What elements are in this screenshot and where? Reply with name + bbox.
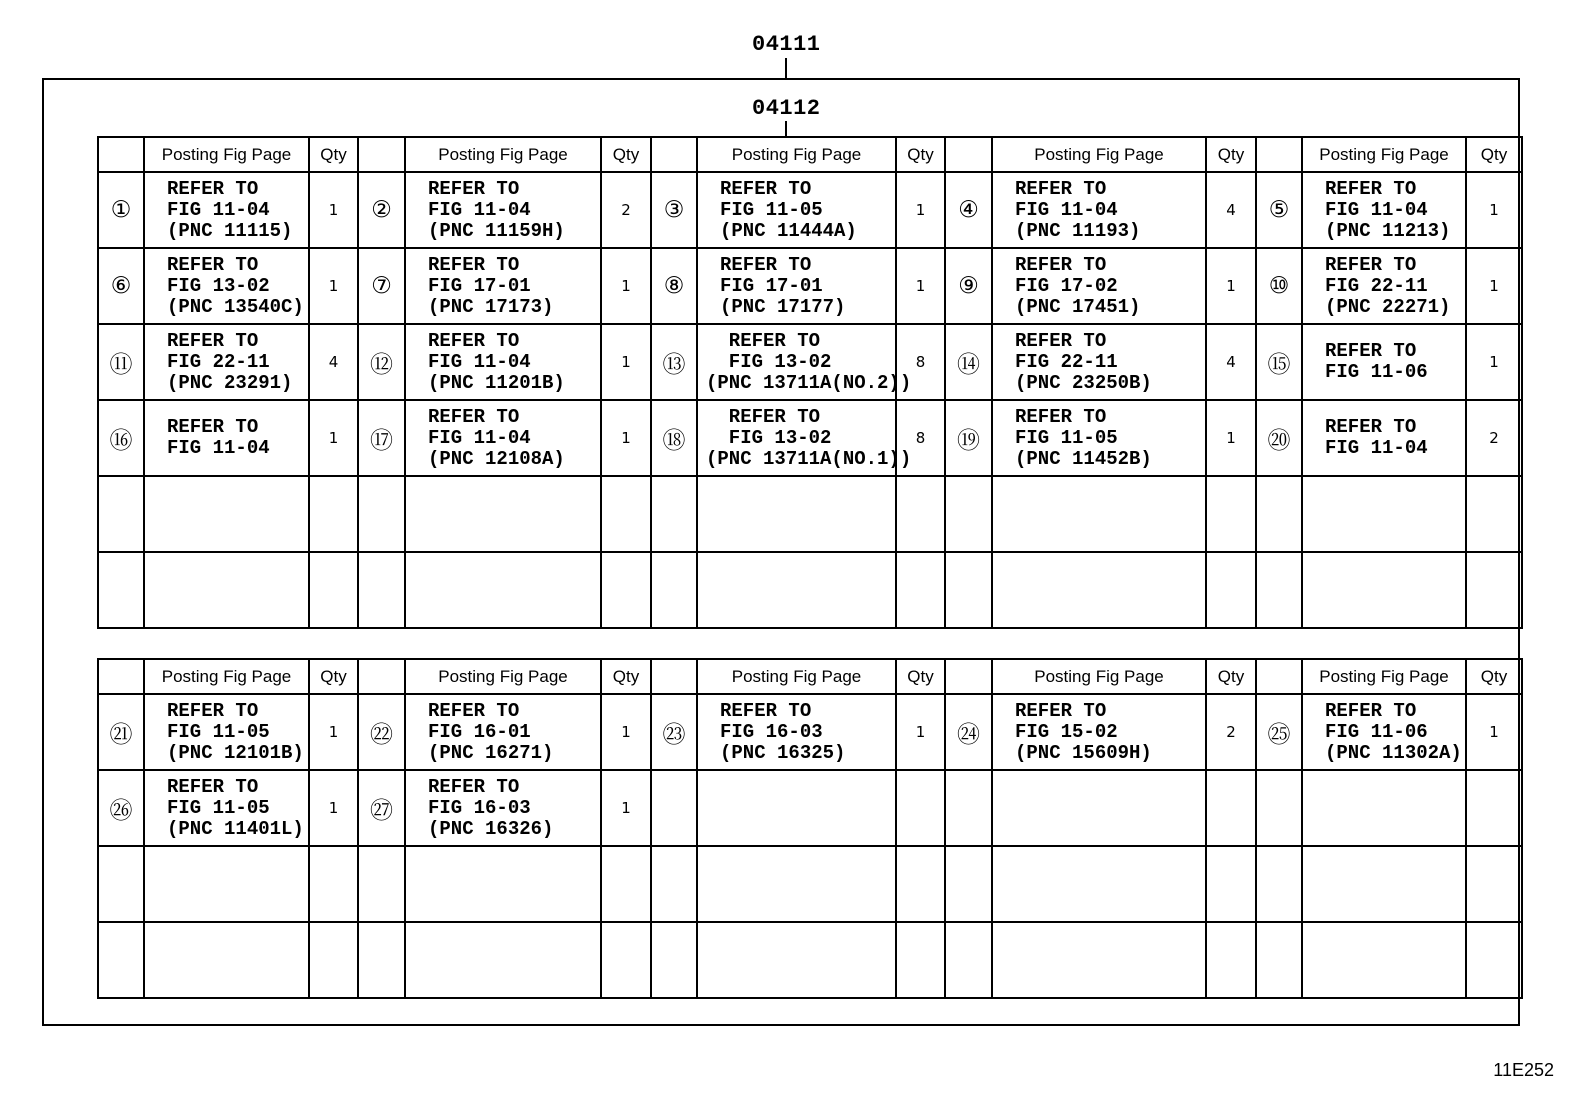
posting-reference — [1302, 172, 1466, 248]
quantity: 1 — [309, 172, 358, 248]
quantity: 1 — [1466, 172, 1522, 248]
quantity — [309, 476, 358, 552]
reference-line: REFER TO — [1015, 699, 1107, 722]
reference-line: REFER TO — [428, 405, 520, 428]
item-number: ㉗ — [358, 770, 405, 846]
quantity — [896, 922, 945, 998]
quantity — [896, 476, 945, 552]
quantity: 1 — [309, 248, 358, 324]
posting-reference — [405, 400, 601, 476]
quantity: 8 — [896, 324, 945, 400]
posting-reference — [144, 172, 309, 248]
reference-line: REFER TO — [1325, 416, 1417, 438]
posting-reference — [992, 172, 1206, 248]
table-row — [98, 248, 1522, 324]
reference-line: (PNC 17177) — [720, 295, 846, 318]
reference-line: FIG 16-03 — [428, 796, 531, 819]
posting-reference — [405, 248, 601, 324]
reference-line: REFER TO — [167, 775, 259, 798]
header-qty: Qty — [601, 137, 651, 172]
reference-line: FIG 11-04 — [1015, 198, 1118, 221]
header-posting-fig-page: Posting Fig Page — [992, 137, 1206, 172]
quantity — [1466, 846, 1522, 922]
item-number: ㉑ — [98, 694, 144, 770]
posting-reference — [992, 694, 1206, 770]
parts-table-upper — [97, 136, 1523, 629]
assembly-number-top: 04111 — [752, 32, 821, 57]
reference-line: FIG 22-11 — [1015, 350, 1118, 373]
illustration-id: 11E252 — [1493, 1060, 1554, 1080]
item-number: ② — [358, 172, 405, 248]
reference-line: FIG 11-05 — [167, 720, 270, 743]
table-row — [98, 172, 1522, 248]
reference-line: FIG 17-01 — [720, 274, 823, 297]
header-number-cell — [651, 137, 697, 172]
quantity: 1 — [601, 324, 651, 400]
quantity — [1206, 922, 1256, 998]
posting-reference — [1302, 846, 1466, 922]
table-row — [98, 846, 1522, 922]
item-number — [945, 552, 992, 628]
posting-reference — [1302, 694, 1466, 770]
item-number: ㉖ — [98, 770, 144, 846]
reference-line: (PNC 23291) — [167, 371, 293, 394]
reference-line: FIG 11-04 — [428, 350, 531, 373]
posting-reference — [144, 694, 309, 770]
parts-table-lower — [97, 658, 1523, 999]
reference-line: REFER TO — [167, 177, 259, 200]
reference-line: FIG 22-11 — [167, 350, 270, 373]
reference-line: FIG 11-05 — [720, 198, 823, 221]
header-posting-fig-page: Posting Fig Page — [405, 659, 601, 694]
quantity: 1 — [896, 248, 945, 324]
item-number — [945, 846, 992, 922]
reference-line: FIG 11-05 — [1015, 426, 1118, 449]
quantity — [1206, 476, 1256, 552]
reference-line: (PNC 12101B) — [167, 741, 304, 764]
leader-line-inner — [785, 121, 787, 136]
item-number — [1256, 846, 1302, 922]
reference-line: FIG 11-04 — [167, 198, 270, 221]
posting-reference — [697, 694, 896, 770]
table-row — [98, 922, 1522, 998]
quantity — [601, 476, 651, 552]
leader-line-top — [785, 58, 787, 78]
item-number — [358, 552, 405, 628]
header-posting-fig-page: Posting Fig Page — [697, 137, 896, 172]
reference-line: FIG 11-04 — [428, 198, 531, 221]
item-number: ⑱ — [651, 400, 697, 476]
item-number: ⑦ — [358, 248, 405, 324]
item-number — [945, 922, 992, 998]
quantity: 4 — [1206, 324, 1256, 400]
reference-line: (PNC 11302A) — [1325, 741, 1462, 764]
reference-line: (PNC 23250B) — [1015, 371, 1152, 394]
reference-line: REFER TO — [428, 775, 520, 798]
item-number: ④ — [945, 172, 992, 248]
header-qty: Qty — [1466, 137, 1522, 172]
quantity: 2 — [1206, 694, 1256, 770]
quantity — [309, 922, 358, 998]
reference-line: FIG 11-04 — [1325, 198, 1428, 221]
header-posting-fig-page: Posting Fig Page — [405, 137, 601, 172]
quantity — [309, 846, 358, 922]
header-qty: Qty — [896, 659, 945, 694]
item-number: ⑬ — [651, 324, 697, 400]
item-number — [358, 476, 405, 552]
reference-line: (PNC 11159H) — [428, 219, 565, 242]
reference-line: REFER TO — [167, 699, 259, 722]
quantity — [1466, 922, 1522, 998]
reference-line: (PNC 11115) — [167, 219, 293, 242]
quantity — [1206, 552, 1256, 628]
reference-line: REFER TO — [167, 253, 259, 276]
reference-line: (PNC 11452B) — [1015, 447, 1152, 470]
header-qty: Qty — [896, 137, 945, 172]
item-number: ⑫ — [358, 324, 405, 400]
item-number — [651, 770, 697, 846]
item-number: ① — [98, 172, 144, 248]
header-number-cell — [358, 659, 405, 694]
quantity: 2 — [1466, 400, 1522, 476]
header-number-cell — [651, 659, 697, 694]
reference-line: REFER TO — [1015, 329, 1107, 352]
item-number — [1256, 476, 1302, 552]
reference-line: FIG 11-06 — [1325, 361, 1428, 383]
quantity: 1 — [1206, 400, 1256, 476]
reference-line: (PNC 13540C) — [167, 295, 304, 318]
posting-reference — [405, 922, 601, 998]
item-number — [98, 922, 144, 998]
reference-line: (PNC 11193) — [1015, 219, 1141, 242]
reference-line: (PNC 13711A(NO.1)) — [706, 447, 912, 470]
posting-reference — [992, 770, 1206, 846]
item-number: ㉓ — [651, 694, 697, 770]
quantity — [309, 552, 358, 628]
item-number: ⑪ — [98, 324, 144, 400]
header-qty: Qty — [1206, 659, 1256, 694]
reference-line: REFER TO — [720, 699, 812, 722]
reference-line: FIG 17-01 — [428, 274, 531, 297]
table-row — [98, 324, 1522, 400]
reference-line: FIG 22-11 — [1325, 274, 1428, 297]
header-posting-fig-page: Posting Fig Page — [992, 659, 1206, 694]
header-row — [98, 137, 1522, 172]
item-number — [651, 922, 697, 998]
item-number: ⑭ — [945, 324, 992, 400]
reference-line: REFER TO — [1015, 177, 1107, 200]
posting-reference — [697, 552, 896, 628]
posting-reference — [697, 400, 912, 476]
posting-reference — [992, 476, 1206, 552]
header-number-cell — [1256, 137, 1302, 172]
posting-reference — [1302, 324, 1466, 400]
header-posting-fig-page: Posting Fig Page — [1302, 137, 1466, 172]
item-number — [358, 922, 405, 998]
quantity — [601, 846, 651, 922]
quantity: 1 — [601, 248, 651, 324]
quantity — [896, 552, 945, 628]
quantity — [1206, 770, 1256, 846]
table-row — [98, 552, 1522, 628]
posting-reference — [1302, 400, 1466, 476]
item-number: ⑮ — [1256, 324, 1302, 400]
quantity: 1 — [309, 694, 358, 770]
posting-reference — [697, 922, 896, 998]
item-number: ㉔ — [945, 694, 992, 770]
posting-reference — [992, 552, 1206, 628]
item-number — [651, 552, 697, 628]
posting-reference — [1302, 770, 1466, 846]
posting-reference — [992, 248, 1206, 324]
quantity: 1 — [1466, 324, 1522, 400]
reference-line: REFER TO — [1325, 177, 1417, 200]
reference-line: (PNC 17173) — [428, 295, 554, 318]
assembly-number-inner: 04112 — [752, 96, 821, 121]
reference-line: REFER TO — [720, 177, 812, 200]
header-posting-fig-page: Posting Fig Page — [1302, 659, 1466, 694]
reference-line: (PNC 17451) — [1015, 295, 1141, 318]
posting-reference — [405, 694, 601, 770]
item-number — [98, 552, 144, 628]
posting-reference — [992, 922, 1206, 998]
header-number-cell — [945, 137, 992, 172]
posting-reference — [697, 846, 896, 922]
reference-line: (PNC 16326) — [428, 817, 554, 840]
quantity — [601, 552, 651, 628]
posting-reference — [405, 770, 601, 846]
item-number — [651, 846, 697, 922]
item-number: ⑨ — [945, 248, 992, 324]
item-number — [1256, 552, 1302, 628]
reference-line: FIG 13-02 — [706, 426, 832, 449]
reference-line: REFER TO — [167, 416, 259, 438]
posting-reference — [1302, 476, 1466, 552]
reference-line: (PNC 11201B) — [428, 371, 565, 394]
header-number-cell — [1256, 659, 1302, 694]
item-number — [98, 846, 144, 922]
reference-line: FIG 13-02 — [167, 274, 270, 297]
quantity: 4 — [309, 324, 358, 400]
quantity: 1 — [1206, 248, 1256, 324]
reference-line: FIG 11-04 — [167, 437, 270, 459]
posting-reference — [697, 324, 912, 400]
table-row — [98, 770, 1522, 846]
item-number: ⑥ — [98, 248, 144, 324]
posting-reference — [1302, 552, 1466, 628]
item-number — [358, 846, 405, 922]
header-row — [98, 659, 1522, 694]
item-number — [945, 770, 992, 846]
reference-line: REFER TO — [167, 329, 259, 352]
reference-line: FIG 17-02 — [1015, 274, 1118, 297]
header-number-cell — [98, 659, 144, 694]
quantity — [896, 846, 945, 922]
quantity: 8 — [896, 400, 945, 476]
posting-reference — [992, 846, 1206, 922]
posting-reference — [405, 552, 601, 628]
posting-reference — [697, 476, 896, 552]
reference-line: (PNC 12108A) — [428, 447, 565, 470]
posting-reference — [405, 172, 601, 248]
reference-line: (PNC 11444A) — [720, 219, 857, 242]
quantity: 1 — [896, 172, 945, 248]
header-number-cell — [945, 659, 992, 694]
item-number: ⑳ — [1256, 400, 1302, 476]
item-number: ⑤ — [1256, 172, 1302, 248]
header-posting-fig-page: Posting Fig Page — [144, 137, 309, 172]
reference-line: FIG 16-01 — [428, 720, 531, 743]
reference-line: FIG 11-04 — [1325, 437, 1428, 459]
header-posting-fig-page: Posting Fig Page — [697, 659, 896, 694]
quantity: 1 — [309, 770, 358, 846]
reference-line: FIG 11-06 — [1325, 720, 1428, 743]
reference-line: REFER TO — [720, 253, 812, 276]
reference-line: (PNC 16325) — [720, 741, 846, 764]
table-row — [98, 476, 1522, 552]
quantity — [1466, 476, 1522, 552]
posting-reference — [697, 172, 896, 248]
item-number — [98, 476, 144, 552]
quantity: 1 — [309, 400, 358, 476]
reference-line: FIG 16-03 — [720, 720, 823, 743]
posting-reference — [144, 770, 309, 846]
posting-reference — [1302, 922, 1466, 998]
quantity: 1 — [896, 694, 945, 770]
item-number: ③ — [651, 172, 697, 248]
reference-line: FIG 13-02 — [706, 350, 832, 373]
reference-line: REFER TO — [428, 253, 520, 276]
quantity — [1466, 552, 1522, 628]
item-number: ⑯ — [98, 400, 144, 476]
reference-line: (PNC 22271) — [1325, 295, 1451, 318]
quantity — [896, 770, 945, 846]
posting-reference — [144, 248, 309, 324]
item-number — [945, 476, 992, 552]
header-qty: Qty — [309, 659, 358, 694]
quantity: 4 — [1206, 172, 1256, 248]
header-qty: Qty — [601, 659, 651, 694]
quantity: 1 — [601, 694, 651, 770]
posting-reference — [144, 324, 309, 400]
reference-line: REFER TO — [428, 699, 520, 722]
header-qty: Qty — [1206, 137, 1256, 172]
item-number: ㉒ — [358, 694, 405, 770]
reference-line: FIG 11-04 — [428, 426, 531, 449]
item-number: ㉕ — [1256, 694, 1302, 770]
item-number: ⑩ — [1256, 248, 1302, 324]
header-qty: Qty — [309, 137, 358, 172]
reference-line: REFER TO — [706, 405, 821, 428]
quantity: 1 — [1466, 694, 1522, 770]
item-number — [651, 476, 697, 552]
posting-reference — [144, 552, 309, 628]
item-number — [1256, 922, 1302, 998]
quantity — [1466, 770, 1522, 846]
reference-line: REFER TO — [706, 329, 821, 352]
reference-line: FIG 15-02 — [1015, 720, 1118, 743]
reference-line: REFER TO — [1325, 340, 1417, 362]
table-row — [98, 694, 1522, 770]
reference-line: REFER TO — [1325, 699, 1417, 722]
reference-line: REFER TO — [428, 329, 520, 352]
quantity: 1 — [601, 770, 651, 846]
quantity: 2 — [601, 172, 651, 248]
posting-reference — [697, 770, 896, 846]
quantity — [601, 922, 651, 998]
reference-line: REFER TO — [1015, 253, 1107, 276]
item-number: ⑧ — [651, 248, 697, 324]
header-posting-fig-page: Posting Fig Page — [144, 659, 309, 694]
reference-line: REFER TO — [428, 177, 520, 200]
posting-reference — [1302, 248, 1466, 324]
posting-reference — [144, 476, 309, 552]
quantity — [1206, 846, 1256, 922]
posting-reference — [144, 846, 309, 922]
posting-reference — [405, 324, 601, 400]
reference-line: (PNC 11213) — [1325, 219, 1451, 242]
posting-reference — [992, 324, 1206, 400]
posting-reference — [144, 922, 309, 998]
posting-reference — [992, 400, 1206, 476]
quantity: 1 — [1466, 248, 1522, 324]
reference-line: REFER TO — [1325, 253, 1417, 276]
item-number: ⑲ — [945, 400, 992, 476]
reference-line: (PNC 13711A(NO.2)) — [706, 371, 912, 394]
header-number-cell — [98, 137, 144, 172]
quantity: 1 — [601, 400, 651, 476]
reference-line: (PNC 15609H) — [1015, 741, 1152, 764]
reference-line: (PNC 16271) — [428, 741, 554, 764]
posting-reference — [405, 846, 601, 922]
header-qty: Qty — [1466, 659, 1522, 694]
header-number-cell — [358, 137, 405, 172]
posting-reference — [144, 400, 309, 476]
item-number: ⑰ — [358, 400, 405, 476]
item-number — [1256, 770, 1302, 846]
table-row — [98, 400, 1522, 476]
posting-reference — [697, 248, 896, 324]
posting-reference — [405, 476, 601, 552]
reference-line: FIG 11-05 — [167, 796, 270, 819]
reference-line: REFER TO — [1015, 405, 1107, 428]
reference-line: (PNC 11401L) — [167, 817, 304, 840]
